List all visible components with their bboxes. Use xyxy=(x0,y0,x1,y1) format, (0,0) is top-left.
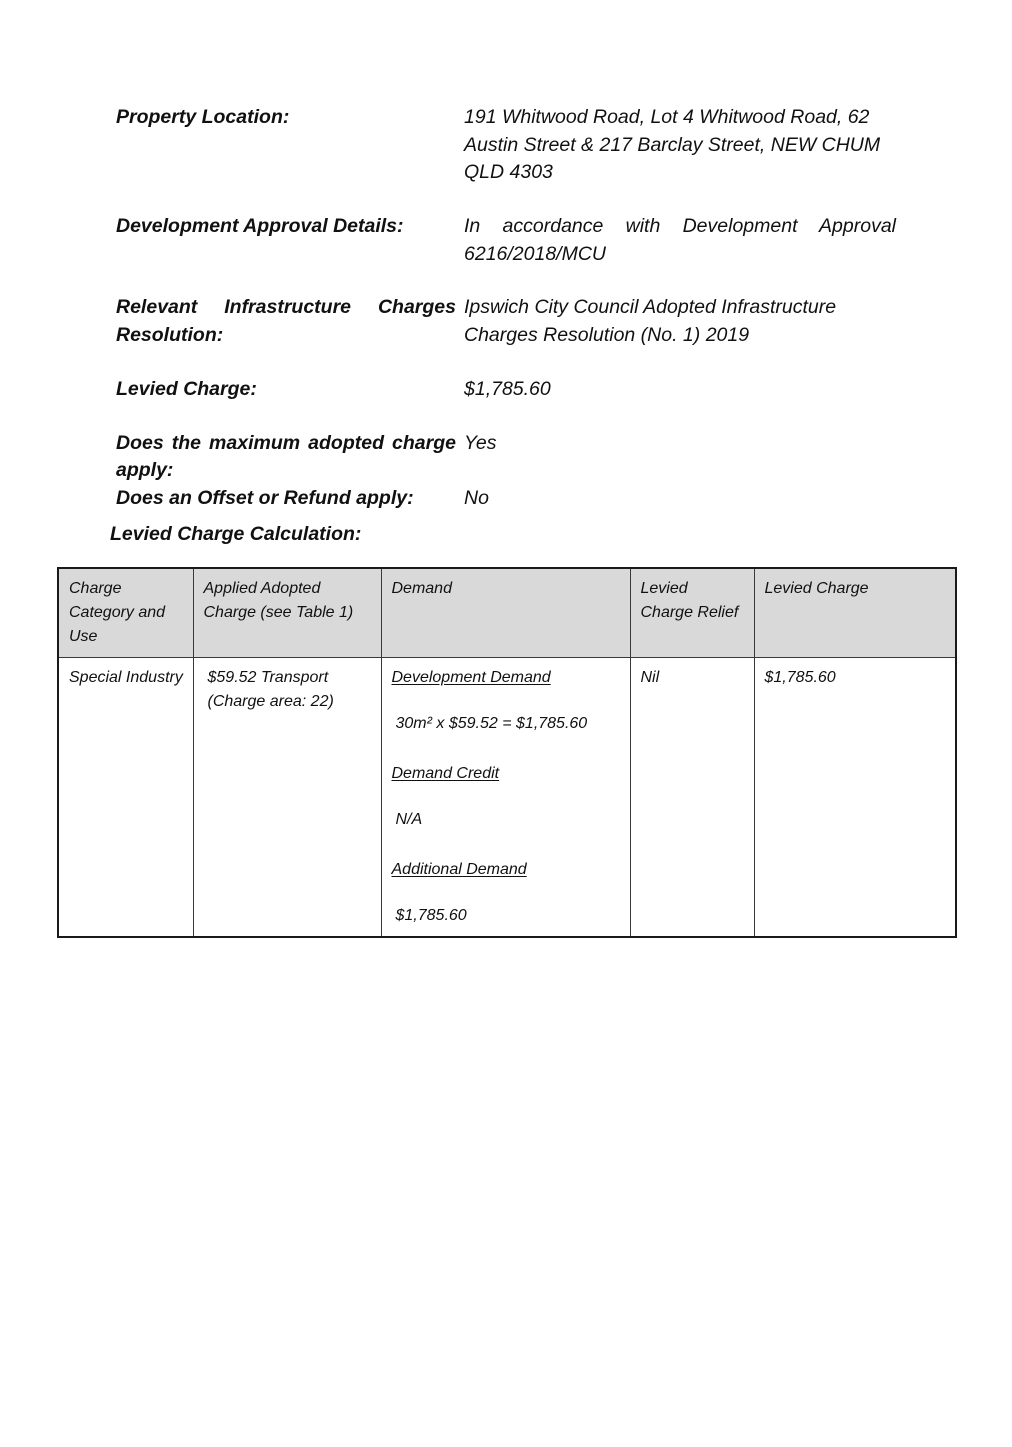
cell-levied-charge: $1,785.60 xyxy=(754,658,956,938)
demand-block-demand-credit xyxy=(392,762,621,832)
relevant-infrastructure-charges-resolution-label: Relevant Infrastructure Charges Resolution: xyxy=(116,296,456,347)
levied-charge-label: Levied Charge: xyxy=(116,377,257,400)
offset-or-refund-value: No xyxy=(464,486,489,509)
field-row-relevant-infrastructure-charges-resolution xyxy=(116,294,896,349)
field-row-maximum-adopted-charge xyxy=(116,430,896,485)
column-header-demand: Demand xyxy=(381,568,630,658)
table-row xyxy=(58,658,956,938)
demand-block-development-demand xyxy=(392,666,621,736)
column-header-levied-charge: Levied Charge xyxy=(754,568,956,658)
property-location-label: Property Location: xyxy=(116,106,290,128)
cell-applied-adopted-charge xyxy=(193,658,381,938)
field-row-offset-or-refund xyxy=(116,485,896,513)
field-list xyxy=(116,104,896,539)
demand-credit-value: N/A xyxy=(395,811,423,828)
demand-block-additional-demand xyxy=(392,858,621,928)
relevant-infrastructure-charges-resolution-value: Ipswich City Council Adopted Infrastructure Charges Resolution (No. 1) 2019 xyxy=(464,296,837,347)
development-approval-details-label: Development Approval Details: xyxy=(116,215,404,238)
column-header-levied-charge-relief: Levied Charge Relief xyxy=(630,568,754,658)
development-demand-value: 30m² x $59.52 = $1,785.60 xyxy=(395,715,588,732)
levied-charge-calculation-table-wrapper xyxy=(57,567,955,938)
levied-charge-value: $1,785.60 xyxy=(464,377,551,400)
cell-demand xyxy=(381,658,630,938)
maximum-adopted-charge-label: Does the maximum adopted charge apply: xyxy=(116,431,456,482)
development-demand-heading: Development Demand xyxy=(391,669,551,686)
table-header-row xyxy=(58,568,956,658)
maximum-adopted-charge-value: Yes xyxy=(464,431,497,454)
field-row-property-location xyxy=(116,104,896,187)
levied-charge-calculation-table xyxy=(57,567,957,938)
field-row-levied-charge xyxy=(116,376,896,404)
demand-credit-heading: Demand Credit xyxy=(391,765,500,782)
column-header-charge-category-and-use: Charge Category and Use xyxy=(58,568,193,658)
development-approval-details-value: In accordance with Development Approval 6216/2018/MCU xyxy=(464,215,896,265)
levied-charge-calculation-heading: Levied Charge Calculation: xyxy=(110,523,362,545)
offset-or-refund-label: Does an Offset or Refund apply: xyxy=(116,486,414,509)
table-header xyxy=(58,568,956,658)
additional-demand-value: $1,785.60 xyxy=(395,907,467,924)
applied-adopted-charge-line-2: (Charge area: 22) xyxy=(207,693,334,710)
field-row-development-approval-details xyxy=(116,213,896,268)
additional-demand-heading: Additional Demand xyxy=(391,861,527,878)
table-body xyxy=(58,658,956,938)
property-location-value: 191 Whitwood Road, Lot 4 Whitwood Road, 62 Austin Street & 217 Barclay Street, NEW CHUM QLD 4303 xyxy=(464,106,881,184)
column-header-applied-adopted-charge: Applied Adopted Charge (see Table 1) xyxy=(193,568,381,658)
cell-charge-category-and-use: Special Industry xyxy=(58,658,193,938)
cell-levied-charge-relief: Nil xyxy=(630,658,754,938)
applied-adopted-charge-line-1: $59.52 Transport xyxy=(207,669,329,686)
